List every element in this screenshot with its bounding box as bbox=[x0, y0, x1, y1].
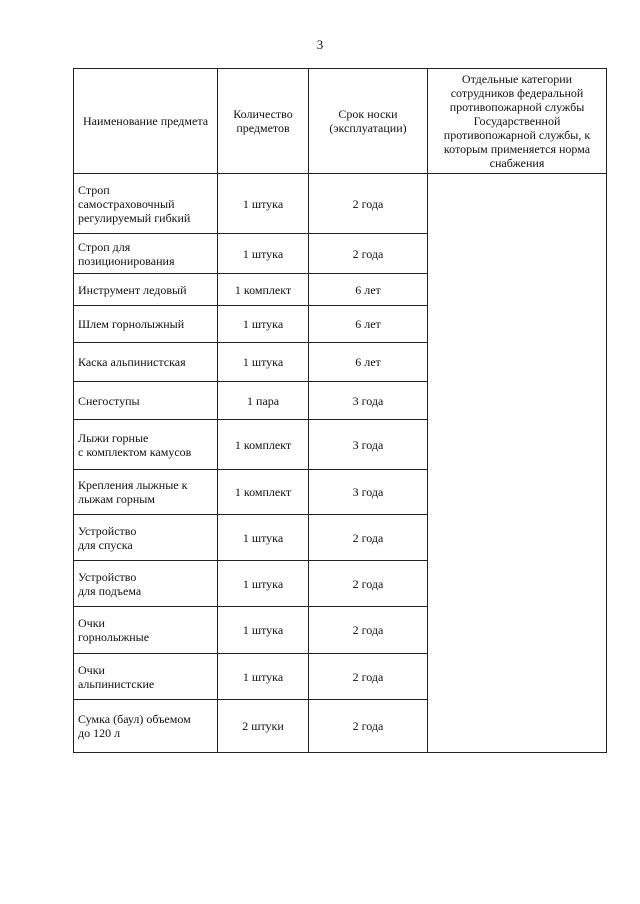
term-cell: 3 года bbox=[309, 470, 428, 515]
term-cell: 2 года bbox=[309, 515, 428, 561]
term-cell: 2 года bbox=[309, 607, 428, 654]
term-cell: 2 года bbox=[309, 174, 428, 234]
quantity-cell: 1 штука bbox=[218, 515, 309, 561]
quantity-cell: 2 штуки bbox=[218, 700, 309, 753]
term-cell: 6 лет bbox=[309, 306, 428, 343]
header-term bbox=[309, 69, 428, 174]
item-name-cell: Шлем горнолыжный bbox=[74, 306, 218, 343]
quantity-cell: 1 штука bbox=[218, 234, 309, 274]
item-name-cell: Лыжи горные с комплектом камусов bbox=[74, 420, 218, 470]
term-cell: 2 года bbox=[309, 561, 428, 607]
quantity-cell: 1 штука bbox=[218, 174, 309, 234]
header-text: Наименование предмета bbox=[82, 114, 209, 128]
item-name-cell: Снегоступы bbox=[74, 382, 218, 420]
header-item-name bbox=[74, 69, 218, 174]
employee-category-cell bbox=[428, 174, 607, 753]
quantity-cell: 1 комплект bbox=[218, 274, 309, 306]
quantity-cell: 1 штука bbox=[218, 343, 309, 382]
term-cell: 2 года bbox=[309, 234, 428, 274]
supply-norms-table bbox=[73, 68, 607, 753]
quantity-cell: 1 штука bbox=[218, 654, 309, 700]
header-quantity bbox=[218, 69, 309, 174]
term-cell: 2 года bbox=[309, 700, 428, 753]
quantity-cell: 1 штука bbox=[218, 561, 309, 607]
item-name-cell: Очки альпинистские bbox=[74, 654, 218, 700]
item-name-cell: Инструмент ледовый bbox=[74, 274, 218, 306]
header-text: Отдельные категории сотрудников федеральной противопожарной службы Государственной противопожарной службы, к которым применяется норма снабжения bbox=[443, 72, 591, 170]
item-name-cell: Строп для позиционирования bbox=[74, 234, 218, 274]
term-cell: 3 года bbox=[309, 420, 428, 470]
quantity-cell: 1 комплект bbox=[218, 470, 309, 515]
term-cell: 3 года bbox=[309, 382, 428, 420]
quantity-cell: 1 штука bbox=[218, 306, 309, 343]
header-text: Количество предметов bbox=[233, 107, 293, 135]
header-employee-categories bbox=[428, 69, 607, 174]
table-header-row bbox=[74, 69, 607, 174]
header-text: Срок носки (эксплуатации) bbox=[329, 107, 407, 135]
term-cell: 2 года bbox=[309, 654, 428, 700]
item-name-cell: Строп самостраховочный регулируемый гибкий bbox=[74, 174, 218, 234]
item-name-cell: Сумка (баул) объемом до 120 л bbox=[74, 700, 218, 753]
item-name-cell: Очки горнолыжные bbox=[74, 607, 218, 654]
quantity-cell: 1 комплект bbox=[218, 420, 309, 470]
quantity-cell: 1 пара bbox=[218, 382, 309, 420]
item-name-cell: Крепления лыжные к лыжам горным bbox=[74, 470, 218, 515]
quantity-cell: 1 штука bbox=[218, 607, 309, 654]
item-name-cell: Устройство для спуска bbox=[74, 515, 218, 561]
table-row bbox=[74, 174, 607, 234]
term-cell: 6 лет bbox=[309, 343, 428, 382]
item-name-cell: Каска альпинистская bbox=[74, 343, 218, 382]
page-number: 3 bbox=[316, 37, 324, 52]
item-name-cell: Устройство для подъема bbox=[74, 561, 218, 607]
term-cell: 6 лет bbox=[309, 274, 428, 306]
